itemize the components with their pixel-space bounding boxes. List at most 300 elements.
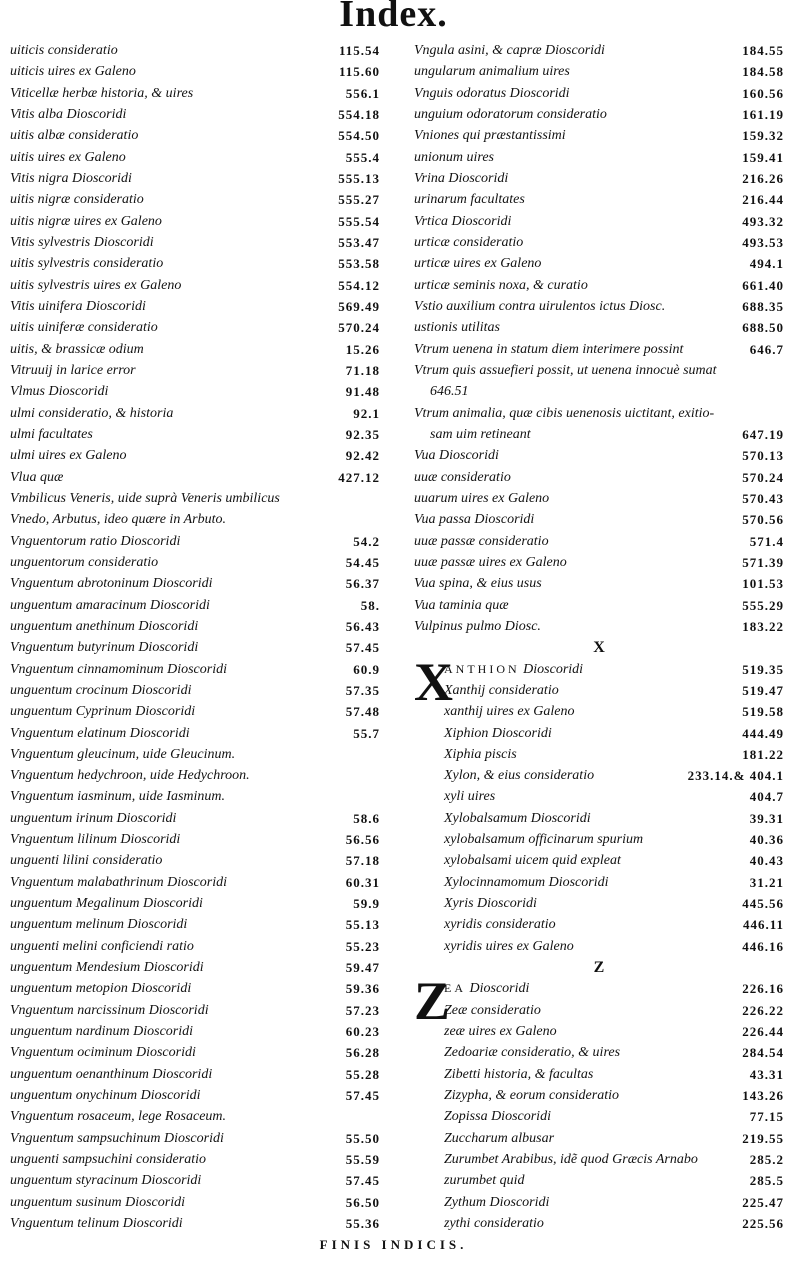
- entry-term: Vtrum uenena in statum diem interimere possint: [414, 341, 684, 357]
- index-entry: [10, 509, 380, 530]
- index-entry: [414, 1128, 784, 1149]
- index-entry: [414, 168, 784, 189]
- index-entry: [414, 1042, 784, 1063]
- entry-term: Zuccharum albusar: [444, 1130, 555, 1146]
- entry-term: Vstio auxilium contra uirulentos ictus Diosc.: [414, 298, 666, 314]
- page-reference: 554.50: [338, 128, 380, 144]
- section-u-continued: [414, 40, 784, 637]
- entry-term: uitis nigræ consideratio: [10, 192, 144, 208]
- index-entry: [10, 808, 380, 829]
- entry-term: Viticellæ herbæ historia, & uires: [10, 85, 194, 101]
- entry-term: unguentum Cyprinum Dioscoridi: [10, 704, 196, 720]
- entry-term: xyridis uires ex Galeno: [444, 938, 574, 954]
- entry-term: Zibetti historia, & facultas: [444, 1066, 594, 1082]
- index-entry: [414, 403, 784, 424]
- index-entry: [10, 765, 380, 786]
- page-reference: 59.9: [353, 896, 380, 912]
- index-entry: [10, 595, 380, 616]
- index-entry: [414, 253, 784, 274]
- page-reference: 54.2: [353, 533, 380, 549]
- page-reference: 56.50: [345, 1194, 380, 1210]
- page-reference: 571.4: [749, 533, 784, 549]
- entry-term: Vngula asini, & capræ Dioscoridi: [414, 43, 605, 58]
- index-entry: [414, 445, 784, 466]
- page-title: Index.: [339, 0, 448, 35]
- entry-term: Vnguentum iasminum, uide Iasminum.: [10, 789, 226, 805]
- entry-term: Vtrum quis assuefieri possit, ut uenena innocuè sumat: [414, 362, 717, 378]
- page-reference: 226.22: [742, 1002, 784, 1018]
- index-entry: [414, 1170, 784, 1191]
- entry-term: ulmi facultates: [10, 426, 93, 442]
- index-column-left: [10, 40, 380, 1234]
- index-entry: [10, 1170, 380, 1191]
- page-reference: 555.13: [338, 170, 380, 186]
- page-reference: 225.47: [742, 1194, 784, 1210]
- drop-cap-x: X: [414, 651, 453, 712]
- index-entry: [414, 147, 784, 168]
- index-entry: [10, 83, 380, 104]
- entry-term: Zurumbet Arabibus, idẽ quod Græcis Arnabo: [444, 1152, 698, 1168]
- index-entry: [414, 765, 784, 786]
- entry-term: uuæ consideratio: [414, 469, 511, 485]
- index-entry: [414, 872, 784, 893]
- page-reference: 101.53: [742, 576, 784, 592]
- drop-cap-z: Z: [414, 971, 451, 1032]
- entry-term: Vtrum animalia, quæ cibis uenenosis uictitant, exitio-: [414, 405, 715, 421]
- page-reference: 161.19: [742, 106, 784, 122]
- index-entry: [10, 125, 380, 146]
- entry-term: Xiphia piscis: [444, 746, 517, 762]
- entry-term: unguentum styracinum Dioscoridi: [10, 1173, 202, 1189]
- entry-term: uitis sylvestris consideratio: [10, 256, 164, 272]
- section-z: [414, 971, 784, 1234]
- entry-term: Vrtica Dioscoridi: [414, 213, 512, 229]
- first-term-x-suffix: Dioscoridi: [523, 661, 584, 677]
- index-entry: [414, 296, 784, 317]
- index-entry: [10, 829, 380, 850]
- page-reference: 219.55: [742, 1130, 784, 1146]
- entry-term: Zopissa Dioscoridi: [444, 1109, 551, 1125]
- index-entry: [10, 1128, 380, 1149]
- entry-term: unguentum amaracinum Dioscoridi: [10, 597, 210, 613]
- entry-term: xylobalsamum officinarum spurium: [444, 832, 644, 848]
- index-entry: [414, 531, 784, 552]
- entry-term: uuæ passæ consideratio: [414, 533, 549, 549]
- entry-term: Vitis alba Dioscoridi: [10, 106, 127, 122]
- entry-term: Vitis uinifera Dioscoridi: [10, 298, 146, 314]
- page-reference: 55.13: [345, 917, 380, 933]
- page-reference: 285.2: [749, 1152, 784, 1168]
- entry-term: Vrina Dioscoridi: [414, 170, 509, 186]
- index-entry: [414, 125, 784, 146]
- entry-term: unguentum melinum Dioscoridi: [10, 917, 188, 933]
- index-entry: [414, 488, 784, 509]
- entry-term: uitis uires ex Galeno: [10, 149, 126, 165]
- page-reference: 160.56: [742, 85, 784, 101]
- page-reference: 553.58: [338, 256, 380, 272]
- index-entry: [10, 573, 380, 594]
- index-entry: [414, 936, 784, 957]
- page-reference: 184.55: [742, 43, 784, 58]
- entry-term: urinarum facultates: [414, 192, 525, 208]
- index-entry: [414, 1106, 784, 1127]
- page-reference: 58.6: [353, 810, 380, 826]
- index-entry: [10, 403, 380, 424]
- page-reference: 56.56: [345, 832, 380, 848]
- entry-term: sam uim retineant: [430, 426, 531, 442]
- page-reference: 554.12: [338, 277, 380, 293]
- page-reference: 519.47: [742, 682, 784, 698]
- page-reference: 55.59: [345, 1152, 380, 1168]
- page-reference: 493.53: [742, 234, 784, 250]
- index-entry: [414, 232, 784, 253]
- index-entry: [414, 978, 784, 999]
- page-reference: 444.49: [742, 725, 784, 741]
- page-reference: 57.23: [345, 1002, 380, 1018]
- entry-term: unguenti melini conficiendi ratio: [10, 938, 194, 954]
- entry-term: unguentum anethinum Dioscoridi: [10, 618, 199, 634]
- index-entry: [414, 275, 784, 296]
- page-reference: 40.43: [749, 853, 784, 869]
- entry-term: Xylon, & eius consideratio: [444, 768, 595, 784]
- index-entry: [10, 339, 380, 360]
- page-reference: 91.48: [345, 384, 380, 400]
- index-entry: [10, 253, 380, 274]
- page-reference: 92.42: [345, 448, 380, 464]
- page-reference: 43.31: [749, 1066, 784, 1082]
- page-reference: 58.: [360, 597, 380, 613]
- index-entry: [10, 467, 380, 488]
- entry-term: unguentum metopion Dioscoridi: [10, 981, 192, 997]
- page-reference: 233.14.& 404.1: [687, 768, 784, 784]
- entry-term: Vnguentum malabathrinum Dioscoridi: [10, 874, 227, 890]
- page-reference: 225.56: [742, 1216, 784, 1232]
- entry-term: uitis albæ consideratio: [10, 128, 139, 144]
- index-entry: [10, 701, 380, 722]
- entry-term: Vlua quæ: [10, 469, 64, 485]
- entry-term: Xyris Dioscoridi: [444, 896, 537, 912]
- index-entry: [10, 189, 380, 210]
- page-reference: 159.32: [742, 128, 784, 144]
- first-term-z-suffix: Dioscoridi: [469, 981, 530, 997]
- entry-term: Zythum Dioscoridi: [444, 1194, 550, 1210]
- index-entry: [10, 978, 380, 999]
- entry-term: unguentorum consideratio: [10, 554, 159, 570]
- entry-term: Xanthij consideratio: [444, 682, 559, 698]
- entry-term: uitis nigræ uires ex Galeno: [10, 213, 162, 229]
- index-entry: [414, 339, 784, 360]
- entry-term: Vlmus Dioscoridi: [10, 384, 109, 400]
- entry-term: uitis, & brassicæ odium: [10, 341, 144, 357]
- entry-term: unguentum Mendesium Dioscoridi: [10, 960, 204, 976]
- page-reference: 555.54: [338, 213, 380, 229]
- page-reference: 284.54: [742, 1045, 784, 1061]
- index-entry: [10, 1000, 380, 1021]
- index-entry: [10, 850, 380, 871]
- page-reference: 71.18: [345, 362, 380, 378]
- section-heading-x: X: [593, 639, 605, 657]
- index-entry: [414, 1149, 784, 1170]
- index-entry: [10, 1042, 380, 1063]
- page-reference: 555.29: [742, 597, 784, 613]
- index-entry: [414, 317, 784, 338]
- entry-term: Vnguentum sampsuchinum Dioscoridi: [10, 1130, 224, 1146]
- entry-term: urticæ seminis noxa, & curatio: [414, 277, 588, 293]
- index-entry: [10, 275, 380, 296]
- page-reference: 57.45: [345, 1088, 380, 1104]
- entry-term: Vnguentum abrotoninum Dioscoridi: [10, 576, 213, 592]
- page-reference: 57.48: [345, 704, 380, 720]
- page-reference: 55.7: [353, 725, 380, 741]
- index-entry: [10, 1085, 380, 1106]
- index-entry: [10, 61, 380, 82]
- page-reference: 60.9: [353, 661, 380, 677]
- page-reference: 115.60: [338, 64, 380, 80]
- page-reference: 181.22: [742, 746, 784, 762]
- index-entry: [414, 467, 784, 488]
- index-entry: [10, 744, 380, 765]
- entry-term: Vulpinus pulmo Diosc.: [414, 618, 541, 634]
- entry-term: Vnguentorum ratio Dioscoridi: [10, 533, 181, 549]
- index-entry: [414, 104, 784, 125]
- page-reference: 159.41: [742, 149, 784, 165]
- page-reference: 57.45: [345, 640, 380, 656]
- entry-term: unguentum irinum Dioscoridi: [10, 810, 177, 826]
- page-reference: 688.35: [742, 298, 784, 314]
- index-entry: [414, 1192, 784, 1213]
- entry-term: Vmbilicus Veneris, uide suprà Veneris umbilicus: [10, 490, 280, 506]
- entry-term: Vua spina, & eius usus: [414, 576, 542, 592]
- page-reference: 60.23: [345, 1024, 380, 1040]
- index-entry: [10, 1149, 380, 1170]
- index-entry: [414, 424, 784, 445]
- index-entry: [10, 872, 380, 893]
- page-reference: 92.35: [345, 426, 380, 442]
- index-entry: [414, 1213, 784, 1234]
- entry-term: xyli uires: [444, 789, 496, 805]
- index-entry: [10, 616, 380, 637]
- entry-term: Vitis nigra Dioscoridi: [10, 170, 132, 186]
- entry-term: Vnguentum cinnamominum Dioscoridi: [10, 661, 227, 677]
- page-reference: 570.56: [742, 512, 784, 528]
- entry-term: unguenti lilini consideratio: [10, 853, 163, 869]
- index-entry: [10, 893, 380, 914]
- page-reference: 427.12: [338, 469, 380, 485]
- index-entry: [414, 744, 784, 765]
- entry-term: Xylocinnamomum Dioscoridi: [444, 874, 609, 890]
- page-reference: 56.43: [345, 618, 380, 634]
- page-reference: 56.28: [345, 1045, 380, 1061]
- entry-term: xyridis consideratio: [444, 917, 556, 933]
- page-reference: 285.5: [749, 1173, 784, 1189]
- index-entry: [10, 659, 380, 680]
- entry-term: urticæ uires ex Galeno: [414, 256, 542, 272]
- section-x: [414, 651, 784, 958]
- page-reference: 60.31: [345, 874, 380, 890]
- page-reference: 59.36: [345, 981, 380, 997]
- index-entry: [414, 723, 784, 744]
- entry-term: ungularum animalium uires: [414, 64, 570, 80]
- page-reference: 570.24: [742, 469, 784, 485]
- index-entry: [414, 83, 784, 104]
- page-reference: 216.26: [742, 170, 784, 186]
- page-reference: 184.58: [742, 64, 784, 80]
- index-entry: [414, 1064, 784, 1085]
- page-reference: 56.37: [345, 576, 380, 592]
- index-entry: [10, 786, 380, 807]
- index-entry: [10, 40, 380, 61]
- index-entry: [10, 680, 380, 701]
- page-reference: 519.58: [742, 704, 784, 720]
- page-reference: 555.4: [345, 149, 380, 165]
- index-entry: [414, 552, 784, 573]
- first-term-x: ANTHION: [444, 661, 520, 676]
- index-entry: [414, 659, 784, 680]
- index-entry: [414, 893, 784, 914]
- entry-term: Vua Dioscoridi: [414, 448, 499, 464]
- index-entry: [414, 786, 784, 807]
- entry-term: Zeæ consideratio: [444, 1002, 541, 1018]
- entry-term: Vua taminia quæ: [414, 597, 509, 613]
- entry-term: uiticis uires ex Galeno: [10, 64, 136, 80]
- index-entry: [10, 723, 380, 744]
- page-reference: 556.1: [345, 85, 380, 101]
- entry-term: xanthij uires ex Galeno: [444, 704, 575, 720]
- entry-term: Vitis sylvestris Dioscoridi: [10, 234, 154, 250]
- index-entry: [414, 1021, 784, 1042]
- index-entry: [414, 61, 784, 82]
- page-reference: 57.18: [345, 853, 380, 869]
- page-reference: 40.36: [749, 832, 784, 848]
- entry-term: Zedoariæ consideratio, & uires: [444, 1045, 621, 1061]
- index-entry: [10, 381, 380, 402]
- entry-term: Vnedo, Arbutus, ideo quære in Arbuto.: [10, 512, 226, 528]
- index-entry: [414, 360, 784, 381]
- footer-finis: FINIS INDICIS.: [319, 1237, 468, 1252]
- index-entry: [10, 1064, 380, 1085]
- page-reference: 115.54: [338, 43, 380, 58]
- page-reference: 494.1: [749, 256, 784, 272]
- page-reference: 404.7: [749, 789, 784, 805]
- entry-term: unguenti sampsuchini consideratio: [10, 1152, 206, 1168]
- entry-term: uuæ passæ uires ex Galeno: [414, 554, 567, 570]
- index-entry: [10, 957, 380, 978]
- index-entry: [414, 189, 784, 210]
- page-reference: 570.13: [742, 448, 784, 464]
- entry-term: unguentum susinum Dioscoridi: [10, 1194, 185, 1210]
- page-reference: 77.15: [749, 1109, 784, 1125]
- page-reference: 54.45: [345, 554, 380, 570]
- entry-term: unguentum oenanthinum Dioscoridi: [10, 1066, 213, 1082]
- section-heading-z: Z: [593, 959, 605, 977]
- page-reference: 15.26: [345, 341, 380, 357]
- page-reference: 226.16: [742, 981, 784, 997]
- entry-term: Vnguentum lilinum Dioscoridi: [10, 832, 181, 848]
- entry-term: Vnguentum telinum Dioscoridi: [10, 1216, 183, 1232]
- page-reference: 554.18: [338, 106, 380, 122]
- entry-term: ustionis utilitas: [414, 320, 500, 336]
- index-entry: [414, 1000, 784, 1021]
- entry-term: zeæ uires ex Galeno: [444, 1024, 557, 1040]
- entry-term: urticæ consideratio: [414, 234, 524, 250]
- index-entry: [414, 701, 784, 722]
- entry-term: uiticis consideratio: [10, 43, 118, 58]
- page-reference: 570.43: [742, 490, 784, 506]
- index-entry: [414, 381, 784, 402]
- index-entry: [414, 211, 784, 232]
- page-reference: 57.45: [345, 1173, 380, 1189]
- page-reference: 519.35: [742, 661, 784, 677]
- index-entry: [10, 168, 380, 189]
- index-column-right: [414, 40, 784, 1234]
- index-entry: [10, 488, 380, 509]
- page-reference: 571.39: [742, 554, 784, 570]
- index-entry: [10, 445, 380, 466]
- entry-term: Xiphion Dioscoridi: [444, 725, 552, 741]
- index-entry: [10, 936, 380, 957]
- page-reference: 661.40: [742, 277, 784, 293]
- page-reference: 55.50: [345, 1130, 380, 1146]
- page-reference: 570.24: [338, 320, 380, 336]
- page-reference: 646.7: [749, 341, 784, 357]
- page-reference: 688.50: [742, 320, 784, 336]
- entry-term: ulmi uires ex Galeno: [10, 448, 127, 464]
- entry-term: unguentum onychinum Dioscoridi: [10, 1088, 201, 1104]
- entry-term: Vnguentum ociminum Dioscoridi: [10, 1045, 196, 1061]
- entry-term: Vua passa Dioscoridi: [414, 512, 535, 528]
- entry-term: Xylobalsamum Dioscoridi: [444, 810, 591, 826]
- page-reference: 57.35: [345, 682, 380, 698]
- page-reference: 569.49: [338, 298, 380, 314]
- entry-term: zythi consideratio: [444, 1216, 544, 1232]
- index-entry: [10, 296, 380, 317]
- entry-term: unguium odoratorum consideratio: [414, 106, 607, 122]
- entry-term: zurumbet quid: [444, 1173, 525, 1189]
- page-reference: 553.47: [338, 234, 380, 250]
- entry-term: Vitruuij in larice error: [10, 362, 136, 378]
- entry-term: unguentum nardinum Dioscoridi: [10, 1024, 194, 1040]
- index-entry: [10, 1021, 380, 1042]
- entry-term: unguentum Megalinum Dioscoridi: [10, 896, 203, 912]
- index-entry: [414, 680, 784, 701]
- index-entry: [414, 616, 784, 637]
- index-entry: [414, 509, 784, 530]
- index-entry: [414, 573, 784, 594]
- index-entry: [10, 914, 380, 935]
- entry-term: Vnguentum gleucinum, uide Gleucinum.: [10, 746, 236, 762]
- entry-term: Vnguentum elatinum Dioscoridi: [10, 725, 190, 741]
- page-reference: 39.31: [749, 810, 784, 826]
- index-entry: [10, 1213, 380, 1234]
- page-reference: 59.47: [345, 960, 380, 976]
- page-reference: 216.44: [742, 192, 784, 208]
- page-reference: 226.44: [742, 1024, 784, 1040]
- entry-term: Vnguentum butyrinum Dioscoridi: [10, 640, 199, 656]
- page-reference: 647.19: [742, 426, 784, 442]
- index-entry: [10, 552, 380, 573]
- index-entry: [10, 104, 380, 125]
- entry-term: uitis uiniferæ consideratio: [10, 320, 158, 336]
- page-reference: 446.11: [742, 917, 784, 933]
- index-entry: [414, 829, 784, 850]
- index-entry: [10, 424, 380, 445]
- index-entry: [10, 232, 380, 253]
- page-reference: 445.56: [742, 896, 784, 912]
- entry-term: Vniones qui præstantissimi: [414, 128, 566, 144]
- entry-term: Zizypha, & eorum consideratio: [444, 1088, 619, 1104]
- page-reference: 92.1: [353, 405, 380, 421]
- index-entry: [414, 850, 784, 871]
